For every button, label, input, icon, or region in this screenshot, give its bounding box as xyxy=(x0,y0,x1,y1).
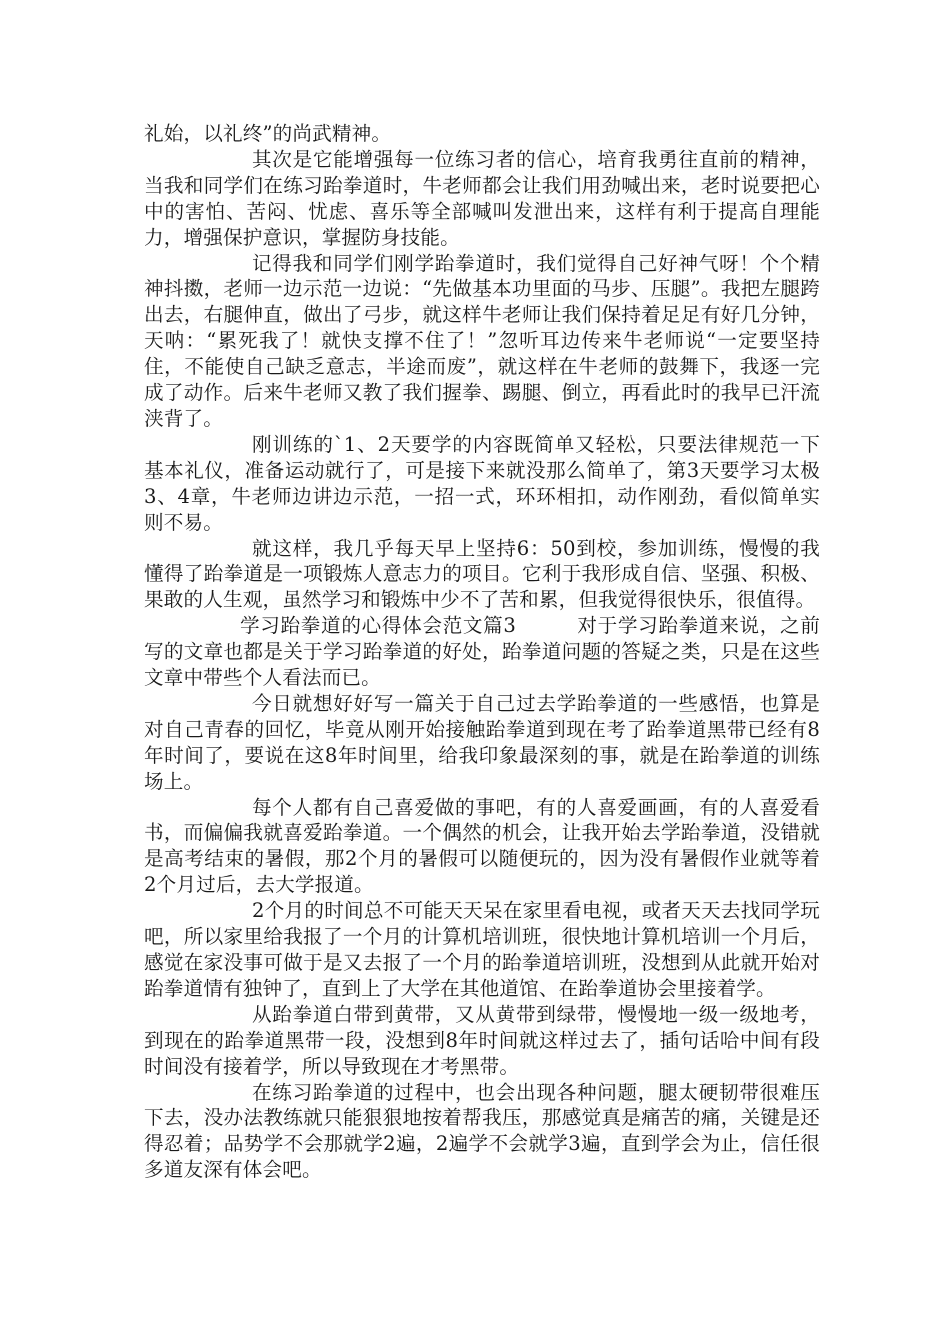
paragraph: 在练习跆拳道的过程中，也会出现各种问题，腿太硬韧带很难压下去，没办法教练就只能狠狠地按着帮我压，那感觉真是痛苦的痛，关键是还得忍着；品势学不会那就学2遍，2遍学不会就学3遍，直到学会为止，信任很多道友深有体会吧。 xyxy=(144,1080,820,1182)
paragraph: 刚训练的`1、2天要学的内容既简单又轻松，只要法律规范一下基本礼仪，准备运动就行了，可是接下来就没那么简单了，第3天要学习太极3、4章，牛老师边讲边示范，一招一式，环环相扣，动作刚劲，看似简单实则不易。 xyxy=(144,432,820,534)
section-heading-paragraph: 学习跆拳道的心得体会范文篇3 对于学习跆拳道来说，之前写的文章也都是关于学习跆拳道的好处，跆拳道问题的答疑之类，只是在这些文章中带些个人看法而已。 xyxy=(144,614,820,690)
paragraph: 礼始，以礼终”的尚武精神。 xyxy=(144,122,392,145)
paragraph: 今日就想好好写一篇关于自己过去学跆拳道的一些感悟，也算是对自己青春的回忆，毕竟从刚开始接触跆拳道到现在考了跆拳道黑带已经有8年时间了，要说在这8年时间里，给我印象最深刻的事，就是在跆拳道的训练场上。 xyxy=(144,691,820,793)
paragraph: 其次是它能增强每一位练习者的信心，培育我勇往直前的精神，当我和同学们在练习跆拳道时，牛老师都会让我们用劲喊出来，老时说要把心中的害怕、苦闷、忧虑、喜乐等全部喊叫发泄出来，这样有利于提高自理能力，增强保护意识，掌握防身技能。 xyxy=(144,147,820,249)
paragraph: 每个人都有自己喜爱做的事吧，有的人喜爱画画，有的人喜爱看书，而偏偏我就喜爱跆拳道。一个偶然的机会，让我开始去学跆拳道，没错就是高考结束的暑假，那2个月的暑假可以随便玩的，因为没有暑假作业就等着2个月过后，去大学报道。 xyxy=(144,795,820,897)
paragraph: 从跆拳道白带到黄带，又从黄带到绿带，慢慢地一级一级地考，到现在的跆拳道黑带一段，没想到8年时间就这样过去了，插句话哈中间有段时间没有接着学，所以导致现在才考黑带。 xyxy=(144,1002,820,1078)
document-body xyxy=(144,121,820,1183)
paragraph: 记得我和同学们刚学跆拳道时，我们觉得自己好神气呀！个个精神抖擞，老师一边示范一边说：“先做基本功里面的马步、压腿”。我把左腿跨出去，右腿伸直，做出了弓步，就这样牛老师让我们保持着足足有好几分钟，天呐：“累死我了！就快支撑不住了！”忽听耳边传来牛老师说“一定要坚持住，不能使自己缺乏意志，半途而废”，就这样在牛老师的鼓舞下，我逐一完成了动作。后来牛老师又教了我们握拳、踢腿、倒立，再看此时的我早已汗流浃背了。 xyxy=(144,251,820,430)
paragraph: 2个月的时间总不可能天天呆在家里看电视，或者天天去找同学玩吧，所以家里给我报了一个月的计算机培训班，很快地计算机培训一个月后，感觉在家没事可做于是又去报了一个月的跆拳道培训班，没想到从此就开始对跆拳道情有独钟了，直到上了大学在其他道馆、在跆拳道协会里接着学。 xyxy=(144,899,820,1000)
paragraph: 就这样，我几乎每天早上坚持6：50到校，参加训练，慢慢的我懂得了跆拳道是一项锻炼人意志力的项目。它利于我形成自信、坚强、积极、果敢的人生观，虽然学习和锻炼中少不了苦和累，但我觉得很快乐，很值得。 xyxy=(144,536,820,612)
